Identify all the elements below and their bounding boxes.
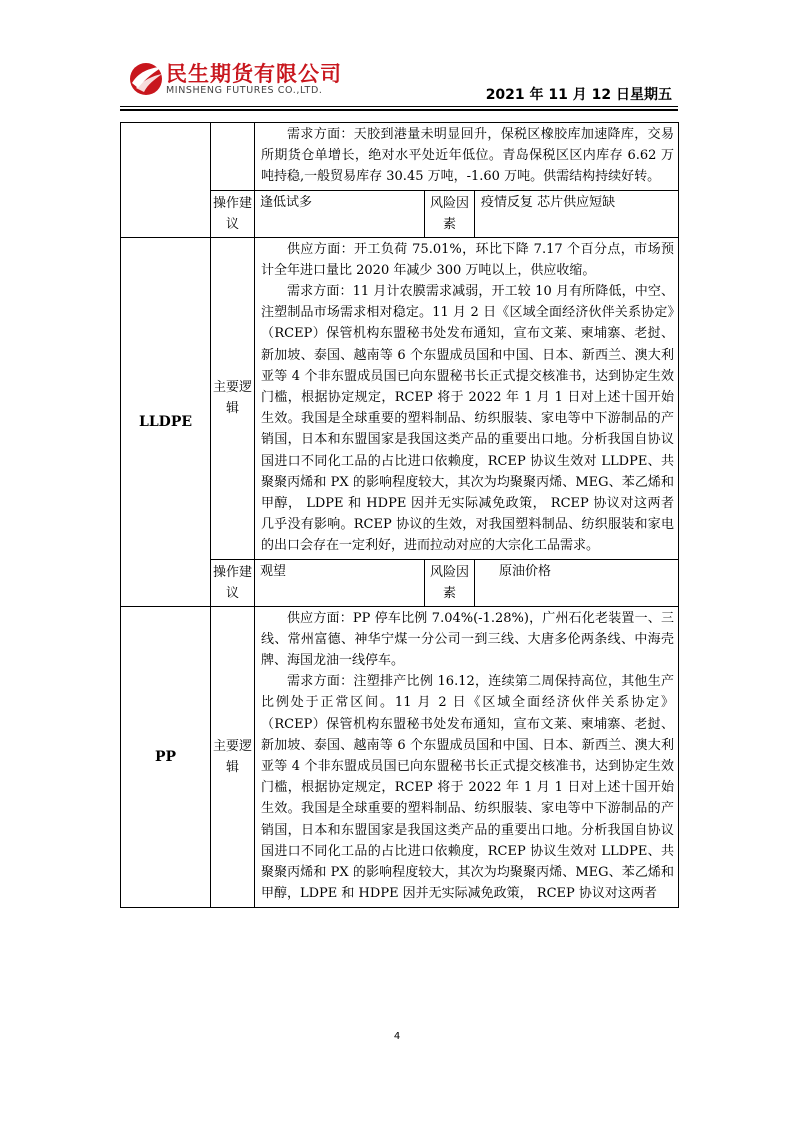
pp-product-name: PP xyxy=(121,606,211,907)
rubber-product-cell xyxy=(121,123,211,238)
main-logic-label: 主要逻辑 xyxy=(211,606,255,907)
rubber-risk-value: 疫情反复 芯片供应短缺 xyxy=(475,190,679,237)
pp-demand-text: 需求方面：注塑排产比例 16.12，连续第二周保持高位，其他生产比例处于正常区间。11 月 2 日《区域全面经济伙伴关系协定》（RCEP）保管机构东盟秘书处发布通知，宣布文莱、柬埔寨、老挝、新加坡、泰国、越南等 6 个东盟成员国和中国、日本、新西兰、澳大利亚等 4 个非东盟成员国已向东盟秘书长正式提交核准书，达到协定生效门槛，根据协定规定，RCEP 将于 2022 年 1 月 1 日对上述十国开始生效。我国是全球重要的塑料制品、纺织服装、家电等中下游制品的产销国，日本和东盟国家是我国这类产品的重要出口地。分析我国自协议国进口不同化工品的占比进口依赖度，RCEP 协议生效对 LLDPE、共聚聚丙烯和 PX 的影响程度较大，其次为均聚聚丙烯、MEG、苯乙烯和甲醇，LDPE 和 HDPE 因并无实际减免政策， RCEP 协议对这两者 xyxy=(261,674,674,902)
table-row-rubber-logic xyxy=(121,123,679,191)
pp-logic-cell xyxy=(255,606,679,907)
operation-label: 操作建议 xyxy=(211,559,255,606)
minsheng-emblem-icon xyxy=(126,58,166,98)
pp-supply-text: 供应方面：PP 停车比例 7.04%(-1.28%)，广州石化老装置一、三线、常州富德、神华宁煤一分公司一到三线、大唐多伦两条线、中海壳牌、海国龙油一线停车。 xyxy=(261,610,674,669)
lldpe-product-name: LLDPE xyxy=(121,237,211,606)
lldpe-logic-cell xyxy=(255,237,679,559)
lldpe-supply-text: 供应方面：开工负荷 75.01%，环比下降 7.17 个百分点，市场预计全年进口量比 2020 年减少 300 万吨以上，供应收缩。 xyxy=(261,241,674,278)
risk-label: 风险因素 xyxy=(425,559,475,606)
page-number: 4 xyxy=(393,1031,401,1042)
header-rule xyxy=(120,106,678,107)
lldpe-demand-text: 需求方面：11 月计农膜需求减弱，开工较 10 月有所降低，中空、注塑制品市场需求相对稳定。11 月 2 日《区域全面经济伙伴关系协定》（RCEP）保管机构东盟秘书处发布通知，宣布文莱、柬埔寨、老挝、新加坡、泰国、越南等 6 个东盟成员国和中国、日本、新西兰、澳大利亚等 4 个非东盟成员国已向东盟秘书长正式提交核准书，达到协定生效门槛，根据协定规定，RCEP 将于 2022 年 1 月 1 日对上述十国开始生效。我国是全球重要的塑料制品、纺织服装、家电等中下游制品的产销国，日本和东盟国家是我国这类产品的重要出口地。分析我国自协议国进口不同化工品的占比进口依赖度，RCEP 协议生效对 LLDPE、共聚聚丙烯和 PX 的影响程度较大，其次为均聚聚丙烯、MEG、苯乙烯和甲醇， LDPE 和 HDPE 因并无实际减免政策， RCEP 协议对这两者几乎没有影响。RCEP 协议的生效，对我国塑料制品、纺织服装和家电的出口会存在一定利好，进而拉动对应的大宗化工品需求。 xyxy=(261,284,674,554)
rubber-demand-text: 需求方面：天胶到港量未明显回升，保税区橡胶库加速降库，交易所期货仓单增长，绝对水平处近年低位。青岛保税区区内库存 6.62 万吨持稳,一般贸易库存 30.45 万吨，-1.60 万吨。供需结构持续好转。 xyxy=(261,127,674,185)
rubber-operation-value: 逢低试多 xyxy=(255,190,425,237)
table-row-lldpe-logic xyxy=(121,237,679,559)
analysis-table xyxy=(120,122,679,908)
header-rule-thick xyxy=(120,109,678,111)
operation-label: 操作建议 xyxy=(211,190,255,237)
lldpe-risk-value: 原油价格 xyxy=(475,559,679,606)
table-row-pp-logic xyxy=(121,606,679,907)
company-name-cn: 民生期货有限公司 xyxy=(166,62,342,86)
report-date: 2021 年 11 月 12 日星期五 xyxy=(485,87,672,103)
company-logo xyxy=(126,58,366,100)
lldpe-operation-value: 观望 xyxy=(255,559,425,606)
rubber-logic-label-cell xyxy=(211,123,255,191)
risk-label: 风险因素 xyxy=(425,190,475,237)
main-logic-label: 主要逻辑 xyxy=(211,237,255,559)
company-name-en: MINSHENG FUTURES CO.,LTD. xyxy=(166,85,323,96)
rubber-logic-cell xyxy=(255,123,679,191)
